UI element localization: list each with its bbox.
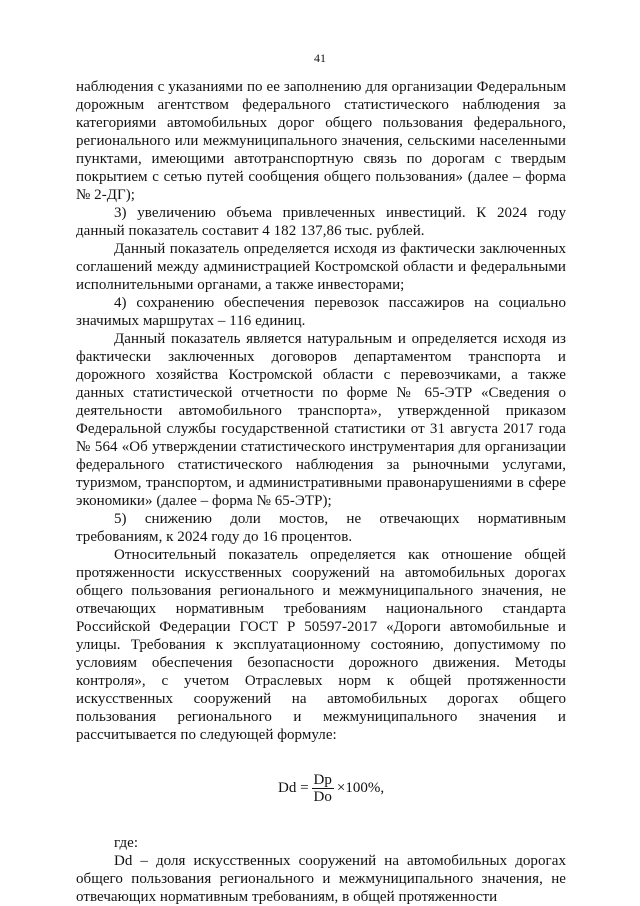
paragraph-investments-method: Данный показатель определяется исходя из фактически заключенных соглашений между администрацией Костромской области и федеральными исполнительными органами, а также инвесторами; xyxy=(76,241,566,293)
formula-lhs: Dd = xyxy=(278,780,309,796)
where-label: где: xyxy=(114,835,139,851)
paragraph-form-2dg-continuation: наблюдения с указаниями по ее заполнению для организации Федеральным дорожным агентством федерального статистического наблюдения за категориями автомобильных дорог общего пользования федерального, регионального или межмуниципального значения, сельскими населенными пунктами, имеющими автотранспортную связь по дорогам с твердым покрытием с сетью путей сообщения общего пользования» (далее – форма № 2-ДГ); xyxy=(76,79,566,203)
formula-denominator: Do xyxy=(313,788,332,805)
paragraph-passenger-transport-method: Данный показатель является натуральным и определяется исходя из фактически заключенных договоров департаментом транспорта и дорожного хозяйства Костромской области с перевозчиками, а также данных статистической отчетности по форме № 65-ЭТР «Сведения о деятельности автомобильного транспорта», утвержденной приказом Федеральной службы государственной статистики от 31 августа 2017 года № 564 «Об утверждении статистического инструментария для организации федерального статистического наблюдения за рыночными услугами, туризмом, транспортом, и административными правонарушениями в сфере экономики» (далее – форма № 65-ЭТР); xyxy=(76,331,566,509)
paragraph-passenger-transport: 4) сохранению обеспечения перевозок пассажиров на социально значимых маршрутах – 116 единиц. xyxy=(76,295,566,329)
paragraph-investments: 3) увеличению объема привлеченных инвестиций. К 2024 году данный показатель составит 4 182 137,86 тыс. рублей. xyxy=(76,205,566,239)
formula xyxy=(76,764,566,812)
document-body xyxy=(76,78,566,906)
paragraph-bridges: 5) снижению доли мостов, не отвечающих нормативным требованиям, к 2024 году до 16 процентов. xyxy=(76,511,566,545)
formula-numerator: Dp xyxy=(313,771,332,788)
page-number: 41 xyxy=(314,51,326,65)
paragraph-bridges-method: Относительный показатель определяется как отношение общей протяженности искусственных сооружений на автомобильных дорогах общего пользования регионального и межмуниципального значения, не отвечающих нормативным требованиям национального стандарта Российской Федерации ГОСТ Р 50597-2017 «Дороги автомобильные и улицы. Требования к эксплуатационному состоянию, допустимому по условиям обеспечения безопасности дорожного движения. Методы контроля», с учетом Отраслевых норм к общей протяженности искусственных сооружений на автомобильных дорогах общего пользования регионального и межмуниципального значения и рассчитывается по следующей формуле: xyxy=(76,547,566,743)
formula-rhs: ×100%, xyxy=(336,780,385,796)
formula-fraction xyxy=(312,772,334,805)
paragraph-dd-definition: Dd – доля искусственных сооружений на автомобильных дорогах общего пользования регионального и межмуниципального значения, не отвечающих нормативным требованиям, в общей протяженности xyxy=(76,853,566,905)
